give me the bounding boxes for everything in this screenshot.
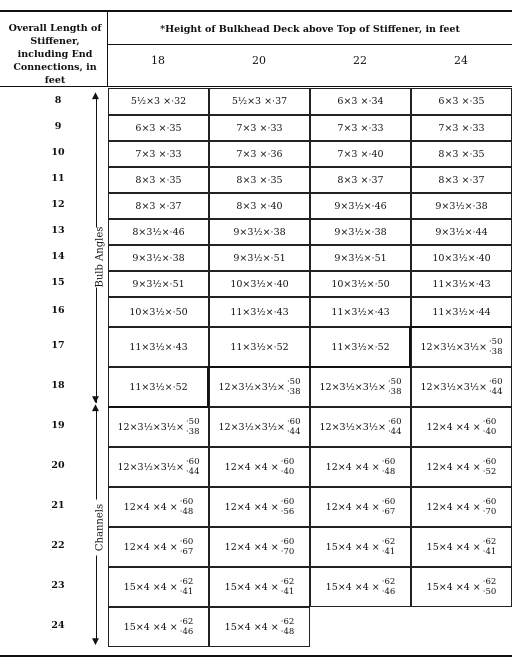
- thickness-pair: [489, 337, 503, 357]
- section-cell: [108, 219, 209, 245]
- section-cell: [209, 567, 310, 607]
- section-cell: [411, 115, 512, 141]
- section-cell: [310, 88, 411, 115]
- thickness-pair: [382, 577, 396, 597]
- section-cell: [310, 527, 411, 567]
- thickness-bottom: ·56: [280, 507, 295, 517]
- section-cell: [209, 193, 310, 219]
- section-cell: [108, 297, 209, 327]
- section-size: 6×3 ×·34: [337, 96, 384, 107]
- thickness-bottom: ·67: [179, 547, 194, 557]
- thickness-top: ·62: [381, 577, 396, 587]
- thickness-bottom: ·38: [185, 427, 200, 437]
- section-cell: [108, 193, 209, 219]
- thickness-bottom: ·40: [280, 467, 295, 477]
- thickness-pair: [180, 577, 194, 597]
- thickness-top: ·60: [286, 417, 301, 427]
- row-length: 22: [51, 540, 65, 551]
- thickness-pair: [281, 577, 295, 597]
- section-size: 7×3 ×·33: [236, 122, 283, 134]
- section-size: 6×3 ×·35: [438, 96, 485, 107]
- row-length: 14: [51, 251, 65, 262]
- row-length: 23: [51, 580, 65, 591]
- section-cell: [310, 167, 411, 193]
- thickness-top: ·60: [179, 497, 194, 507]
- section-cell: [411, 245, 512, 271]
- thickness-pair: [382, 537, 396, 557]
- section-size: 7×3 ×·40: [337, 148, 384, 160]
- bottom-rule: [0, 655, 512, 657]
- section-cell: [108, 271, 209, 297]
- section-size: 9×3½×·38: [132, 252, 185, 264]
- thickness-pair: [388, 417, 402, 437]
- thickness-bottom: ·70: [482, 507, 497, 517]
- section-cell: [411, 167, 512, 193]
- section-size: 8×3 ×·40: [236, 200, 283, 212]
- thickness-bottom: ·46: [381, 587, 396, 597]
- section-size: 15×4 ×4 ×: [325, 541, 380, 553]
- section-cell: [209, 141, 310, 167]
- section-size: 15×4 ×4 ×: [426, 541, 481, 553]
- section-size: 9×3½×·38: [233, 226, 286, 238]
- thickness-bottom: ·48: [280, 627, 295, 637]
- section-size: 12×3½×3½×: [218, 421, 285, 433]
- section-cell: [108, 327, 209, 367]
- row-length: 10: [51, 147, 65, 158]
- section-size: 10×3½×·50: [129, 306, 188, 318]
- section-cell: [209, 115, 310, 141]
- thickness-top: ·60: [381, 497, 396, 507]
- thickness-bottom: ·41: [179, 587, 194, 597]
- column-header-24: 24: [454, 54, 468, 67]
- thickness-top: ·62: [280, 617, 295, 627]
- thickness-top: ·60: [381, 457, 396, 467]
- section-size: 8×3 ×·37: [337, 174, 384, 186]
- section-size: 12×3½×3½×: [117, 461, 184, 473]
- row-length: 19: [51, 420, 65, 431]
- section-size: 7×3 ×·33: [135, 148, 182, 160]
- section-size: 9×3½×·44: [435, 226, 488, 238]
- section-size: 6×3 ×·35: [135, 122, 182, 134]
- thickness-top: ·62: [482, 537, 497, 547]
- section-size: 5½×3 ×·37: [231, 96, 288, 107]
- section-cell: [108, 527, 209, 567]
- thickness-bottom: ·41: [280, 587, 295, 597]
- thickness-top: ·50: [185, 417, 200, 427]
- section-size: 12×4 ×4 ×: [123, 501, 178, 513]
- thickness-bottom: ·48: [179, 507, 194, 517]
- boundary-rule: [411, 326, 512, 328]
- section-size: 8×3 ×·35: [438, 148, 485, 160]
- boundary-rule: [207, 366, 209, 408]
- section-size: 7×3 ×·33: [438, 122, 485, 134]
- section-size: 12×4 ×4 ×: [224, 501, 279, 513]
- section-size: 9×3½×·38: [334, 226, 387, 238]
- thickness-bottom: ·38: [387, 387, 402, 397]
- arrow-up-icon: ▲: [92, 403, 99, 413]
- section-cell: [411, 193, 512, 219]
- subheader-rule: [108, 44, 512, 45]
- section-size: 15×4 ×4 ×: [426, 581, 481, 593]
- thickness-bottom: ·44: [185, 467, 200, 477]
- thickness-pair: [281, 497, 295, 517]
- arrow-down-icon: ▼: [92, 395, 99, 405]
- row-length: 8: [54, 94, 62, 106]
- section-size: 12×4 ×4 ×: [426, 421, 481, 433]
- thickness-pair: [281, 617, 295, 637]
- thickness-pair: [382, 497, 396, 517]
- section-cell: [209, 327, 310, 367]
- length-column-header: Overall Length of Stiffener, including End Connections, in feet: [8, 23, 102, 86]
- section-cell: [411, 219, 512, 245]
- section-size: 11×3½×·43: [129, 341, 188, 353]
- boundary-rule: [409, 326, 411, 368]
- thickness-bottom: ·50: [482, 587, 497, 597]
- section-size: 11×3½×·44: [432, 306, 491, 318]
- section-cell: [411, 271, 512, 297]
- thickness-pair: [180, 617, 194, 637]
- section-cell: [411, 407, 512, 447]
- section-cell: [108, 407, 209, 447]
- thickness-bottom: ·67: [381, 507, 396, 517]
- column-header-22: 22: [353, 54, 367, 67]
- section-cell: [108, 245, 209, 271]
- section-cell: [209, 407, 310, 447]
- thickness-pair: [180, 497, 194, 517]
- section-size: 12×4 ×4 ×: [426, 501, 481, 513]
- section-cell: [310, 141, 411, 167]
- channels-label: Channels: [95, 500, 106, 556]
- thickness-pair: [281, 537, 295, 557]
- section-cell: [108, 607, 209, 647]
- thickness-top: ·60: [387, 417, 402, 427]
- section-size: 15×4 ×4 ×: [325, 581, 380, 593]
- thickness-pair: [287, 377, 301, 397]
- height-column-header: *Height of Bulkhead Deck above Top of Stiffener, in feet: [160, 24, 460, 35]
- section-size: 7×3 ×·33: [337, 122, 384, 134]
- section-size: 11×3½×·52: [331, 341, 390, 353]
- section-cell: [310, 327, 411, 367]
- thickness-bottom: ·44: [286, 427, 301, 437]
- row-length: 17: [51, 340, 65, 351]
- section-cell: [411, 447, 512, 487]
- thickness-pair: [287, 417, 301, 437]
- section-size: 10×3½×·50: [331, 278, 390, 290]
- section-size: 15×4 ×4 ×: [123, 621, 178, 633]
- section-size: 11×3½×·52: [129, 381, 188, 393]
- section-cell: [108, 167, 209, 193]
- section-cell: [108, 567, 209, 607]
- section-size: 8×3 ×·35: [135, 174, 182, 186]
- section-cell: [411, 527, 512, 567]
- thickness-bottom: ·41: [482, 547, 497, 557]
- boundary-rule: [209, 366, 411, 368]
- section-size: 9×3½×·51: [132, 278, 185, 290]
- section-size: 10×3½×·40: [432, 252, 491, 264]
- top-rule: [0, 10, 512, 12]
- thickness-top: ·60: [280, 497, 295, 507]
- thickness-pair: [483, 497, 497, 517]
- thickness-pair: [281, 457, 295, 477]
- section-cell: [411, 327, 512, 367]
- bulb-angles-label: Bulb Angles: [94, 226, 106, 288]
- section-cell: [411, 567, 512, 607]
- section-size: 12×3½×3½×: [420, 341, 487, 353]
- section-cell: [411, 297, 512, 327]
- thickness-top: ·50: [488, 337, 503, 347]
- thickness-bottom: ·52: [482, 467, 497, 477]
- row-length: 15: [51, 277, 65, 288]
- section-cell: [209, 297, 310, 327]
- thickness-top: ·60: [488, 377, 503, 387]
- thickness-bottom: ·48: [381, 467, 396, 477]
- thickness-top: ·60: [179, 537, 194, 547]
- section-size: 9×3½×·38: [435, 200, 488, 212]
- thickness-top: ·60: [482, 497, 497, 507]
- thickness-pair: [483, 457, 497, 477]
- section-cell: [310, 219, 411, 245]
- row-length: 16: [51, 305, 65, 316]
- section-cell: [310, 487, 411, 527]
- section-size: 12×4 ×4 ×: [325, 461, 380, 473]
- thickness-bottom: ·38: [286, 387, 301, 397]
- row-length: 24: [51, 620, 65, 631]
- section-size: 12×3½×3½×: [218, 381, 285, 393]
- thickness-bottom: ·70: [280, 547, 295, 557]
- section-cell: [411, 141, 512, 167]
- section-cell: [209, 607, 310, 647]
- thickness-bottom: ·46: [179, 627, 194, 637]
- section-size: 7×3 ×·36: [236, 148, 283, 160]
- row-length: 9: [54, 121, 62, 132]
- thickness-pair: [180, 537, 194, 557]
- thickness-top: ·62: [280, 577, 295, 587]
- section-cell: [411, 367, 512, 407]
- section-cell: [108, 447, 209, 487]
- section-cell: [310, 447, 411, 487]
- column-header-18: 18: [151, 54, 165, 67]
- row-length: 11: [51, 173, 65, 184]
- section-cell: [108, 115, 209, 141]
- thickness-top: ·62: [179, 617, 194, 627]
- thickness-pair: [186, 417, 200, 437]
- section-size: 9×3½×·46: [334, 200, 387, 212]
- section-cell: [209, 245, 310, 271]
- section-size: 12×4 ×4 ×: [325, 501, 380, 513]
- row-length: 12: [51, 199, 65, 210]
- thickness-top: ·50: [387, 377, 402, 387]
- section-size: 15×4 ×4 ×: [224, 581, 279, 593]
- boundary-rule: [108, 406, 209, 408]
- section-size: 12×4 ×4 ×: [426, 461, 481, 473]
- column-header-20: 20: [252, 54, 266, 67]
- thickness-pair: [186, 457, 200, 477]
- section-size: 12×3½×3½×: [319, 421, 386, 433]
- section-size: 11×3½×·43: [331, 306, 390, 318]
- thickness-pair: [489, 377, 503, 397]
- section-cell: [411, 88, 512, 115]
- thickness-bottom: ·41: [381, 547, 396, 557]
- section-size: 8×3½×·46: [132, 226, 185, 238]
- section-size: 15×4 ×4 ×: [224, 621, 279, 633]
- section-size: 11×3½×·52: [230, 341, 289, 353]
- thickness-top: ·62: [179, 577, 194, 587]
- section-cell: [310, 367, 411, 407]
- section-cell: [108, 487, 209, 527]
- thickness-top: ·60: [482, 457, 497, 467]
- thickness-bottom: ·40: [482, 427, 497, 437]
- thickness-top: ·60: [482, 417, 497, 427]
- thickness-top: ·60: [185, 457, 200, 467]
- thickness-top: ·62: [482, 577, 497, 587]
- section-cell: [411, 487, 512, 527]
- section-cell: [310, 407, 411, 447]
- section-cell: [108, 367, 209, 407]
- thickness-top: ·60: [280, 457, 295, 467]
- section-cell: [108, 88, 209, 115]
- row-length: 21: [51, 500, 65, 511]
- row-length: 13: [51, 225, 65, 236]
- section-cell: [310, 193, 411, 219]
- section-cell: [108, 141, 209, 167]
- thickness-pair: [483, 577, 497, 597]
- section-size: 9×3½×·51: [334, 252, 387, 264]
- section-size: 12×4 ×4 ×: [224, 541, 279, 553]
- thickness-bottom: ·44: [488, 387, 503, 397]
- section-cell: [209, 367, 310, 407]
- section-cell: [209, 447, 310, 487]
- thickness-pair: [483, 417, 497, 437]
- section-size: 5½×3 ×·32: [130, 96, 187, 107]
- arrow-up-icon: ▲: [92, 91, 99, 101]
- section-size: 9×3½×·51: [233, 252, 286, 264]
- row-length: 18: [51, 380, 65, 391]
- section-cell: [209, 167, 310, 193]
- section-size: 12×4 ×4 ×: [123, 541, 178, 553]
- section-cell: [310, 271, 411, 297]
- section-cell: [310, 115, 411, 141]
- section-size: 8×3 ×·37: [438, 174, 485, 186]
- section-cell: [310, 245, 411, 271]
- section-size: 8×3 ×·37: [135, 200, 182, 212]
- section-size: 12×3½×3½×: [117, 421, 184, 433]
- section-cell: [209, 271, 310, 297]
- thickness-top: ·60: [280, 537, 295, 547]
- section-size: 12×4 ×4 ×: [224, 461, 279, 473]
- section-size: 11×3½×·43: [230, 306, 289, 318]
- section-size: 12×3½×3½×: [319, 381, 386, 393]
- section-cell: [209, 527, 310, 567]
- arrow-down-icon: ▼: [92, 637, 99, 647]
- section-size: 8×3 ×·35: [236, 174, 283, 186]
- thickness-top: ·62: [381, 537, 396, 547]
- thickness-bottom: ·38: [488, 347, 503, 357]
- thickness-pair: [388, 377, 402, 397]
- section-cell: [209, 88, 310, 115]
- section-size: 15×4 ×4 ×: [123, 581, 178, 593]
- thickness-top: ·50: [286, 377, 301, 387]
- row-length: 20: [51, 460, 65, 471]
- section-cell: [209, 219, 310, 245]
- section-cell: [209, 487, 310, 527]
- section-size: 11×3½×·43: [432, 278, 491, 290]
- section-size: 12×3½×3½×: [420, 381, 487, 393]
- thickness-bottom: ·44: [387, 427, 402, 437]
- section-cell: [310, 567, 411, 607]
- thickness-pair: [382, 457, 396, 477]
- thickness-pair: [483, 537, 497, 557]
- section-cell: [310, 297, 411, 327]
- section-size: 10×3½×·40: [230, 278, 289, 290]
